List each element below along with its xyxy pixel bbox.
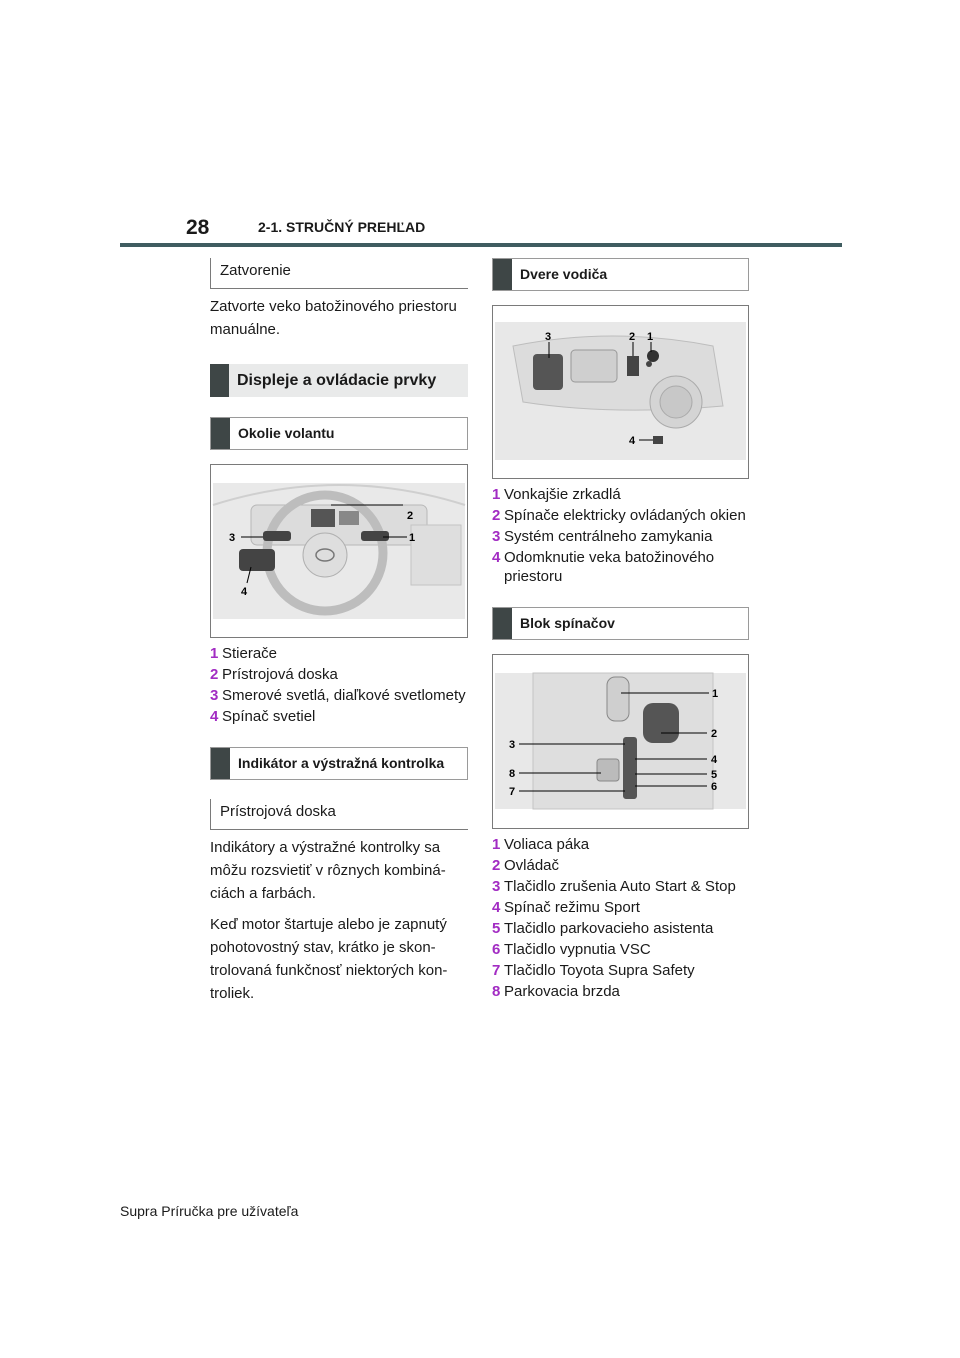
list-item: 3 Systém centrálneho zamykania: [492, 528, 713, 545]
callout-2: 2: [407, 510, 414, 522]
heading-bar: [493, 608, 512, 639]
callout-3: 3: [509, 739, 516, 751]
heading-bar: [210, 364, 229, 397]
list-item: 5 Tlačidlo parkovacieho asistenta: [492, 920, 714, 937]
switch-list: [492, 835, 749, 1001]
switch-heading-label: Blok spínačov: [520, 615, 615, 631]
page-number: 28: [186, 216, 210, 239]
list-item: 4 Spínač režimu Sport: [492, 899, 640, 916]
callout-3: 3: [545, 331, 552, 343]
steering-heading: [210, 417, 468, 450]
indicator-heading: [210, 747, 468, 780]
callout-1: 1: [647, 331, 654, 343]
indicator-text-1: Indikátory a výstražné kontrolky sa môžu rozsvietiť v rôznych kombináciách a farbách.: [210, 839, 446, 902]
callout-6: 6: [711, 781, 718, 793]
left-column: [210, 258, 468, 1005]
closing-text: Zatvorte veko batožinového priestoru manuálne.: [210, 298, 457, 338]
list-item: 1 Voliaca páka: [492, 836, 590, 853]
door-figure: [492, 305, 749, 479]
heading-bar: [211, 748, 230, 779]
displays-heading: [210, 364, 468, 397]
door-heading-label: Dvere vodiča: [520, 266, 608, 282]
door-illustration: [493, 306, 748, 478]
indicator-text-2: Keď motor štartuje alebo je zapnutý pohotovostný stav, krátko je skontrolovaná funkčnosť niektorých kontroliek.: [210, 916, 448, 1002]
callout-4: 4: [711, 754, 718, 766]
heading-bar: [211, 418, 230, 449]
closing-heading: Zatvorenie: [210, 258, 468, 289]
list-item: 4 Spínač svetiel: [210, 708, 316, 725]
callout-2: 2: [711, 728, 718, 740]
list-item: 1 Vonkajšie zrkadlá: [492, 486, 621, 503]
list-item: 8 Parkovacia brzda: [492, 983, 620, 1000]
list-item: 3 Tlačidlo zrušenia Auto Start & Stop: [492, 878, 736, 895]
callout-3: 3: [229, 532, 236, 544]
right-column: [492, 258, 749, 1003]
list-item: 2 Prístrojová doska: [210, 666, 338, 683]
heading-bar: [493, 259, 512, 290]
door-heading: [492, 258, 749, 291]
callout-4: 4: [241, 586, 248, 598]
callout-1: 1: [712, 688, 719, 700]
callout-5: 5: [711, 769, 718, 781]
list-item: 4 Odomknutie veka batožinového priestoru: [492, 549, 715, 585]
switch-illustration: [493, 655, 748, 828]
steering-illustration: [211, 465, 467, 637]
steering-heading-label: Okolie volantu: [238, 425, 335, 441]
list-item: 3 Smerové svetlá, diaľkové svetlomety: [210, 687, 466, 704]
list-item: 2 Spínače elektricky ovládaných okien: [492, 507, 746, 524]
header-rule: [120, 243, 842, 247]
footer: Supra Príručka pre užívateľa: [120, 1203, 299, 1219]
switch-figure: [492, 654, 749, 829]
callout-2: 2: [629, 331, 636, 343]
list-item: 2 Ovládač: [492, 857, 560, 874]
list-item: 7 Tlačidlo Toyota Supra Safety: [492, 962, 695, 979]
switch-heading: [492, 607, 749, 640]
instrument-heading: Prístrojová doska: [210, 799, 468, 830]
steering-list: [210, 644, 468, 726]
steering-figure: [210, 464, 468, 638]
list-item: 1 Stierače: [210, 645, 278, 662]
list-item: 6 Tlačidlo vypnutia VSC: [492, 941, 651, 958]
section-title: 2-1. STRUČNÝ PREHĽAD: [258, 219, 426, 235]
callout-4: 4: [629, 435, 636, 447]
callout-7: 7: [509, 786, 516, 798]
door-list: [492, 485, 749, 586]
callout-8: 8: [509, 768, 516, 780]
callout-1: 1: [409, 532, 416, 544]
displays-heading-label: Displeje a ovládacie prvky: [237, 372, 437, 389]
indicator-heading-label: Indikátor a výstražná kontrolka: [238, 755, 445, 771]
